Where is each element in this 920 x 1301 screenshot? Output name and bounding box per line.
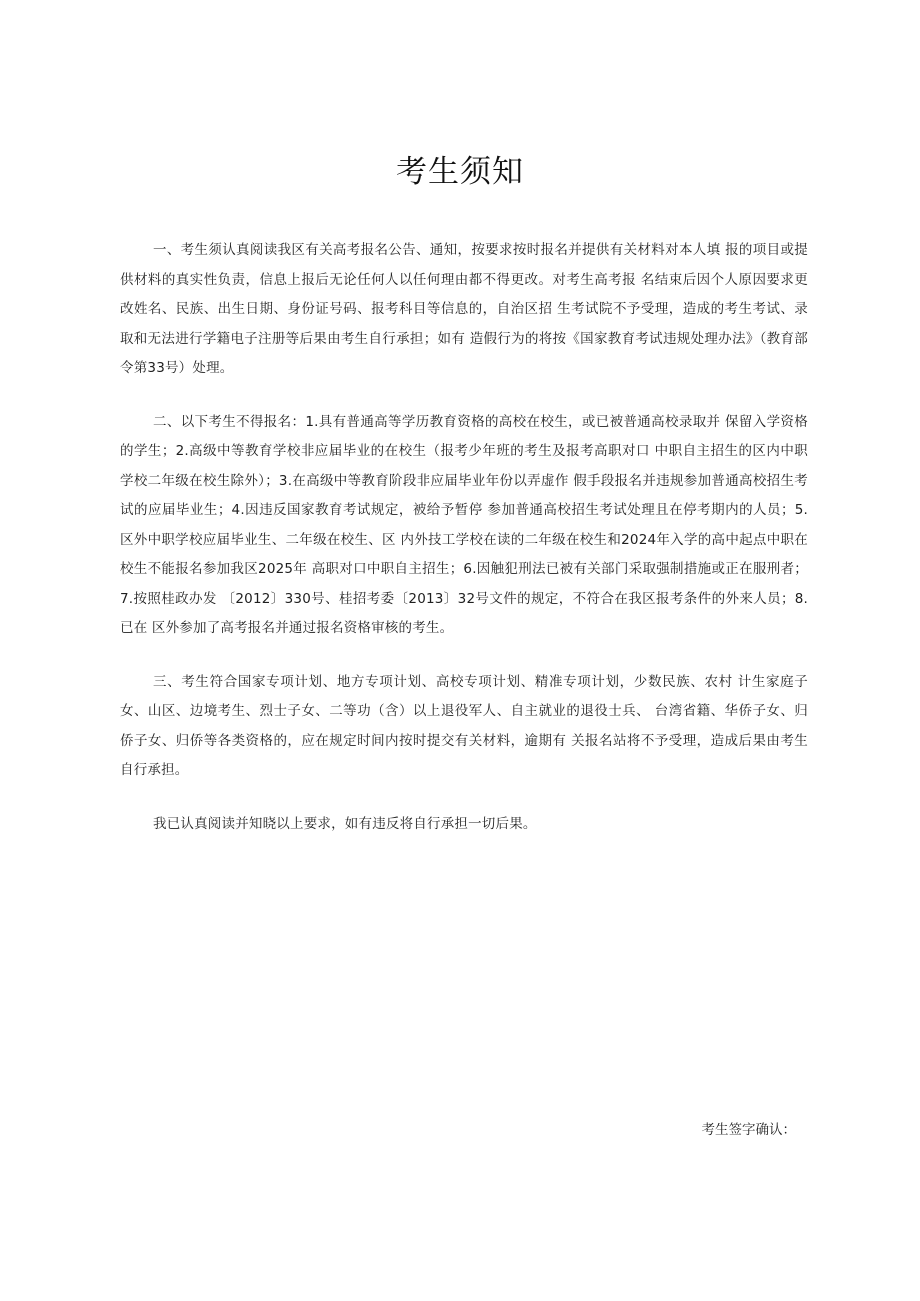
notice-body — [120, 236, 808, 863]
signature-label: 考生签字确认： — [701, 1122, 796, 1138]
paragraph-3: 三、考生符合国家专项计划、地方专项计划、高校专项计划、精准专项计划，少数民族、农村 计生家庭子女、山区、边境考生、烈士子女、二等功（含）以上退役军人、自主就业的退役士兵、 台湾省籍、华侨子女、归侨子女、归侨等各类资格的，应在规定时间内按时提交有关材料，逾期有 关报名站将不予受理，造成后果由考生自行承担。 — [120, 673, 808, 778]
paragraph-2: 二、以下考生不得报名：1.具有普通高等学历教育资格的高校在校生，或已被普通高校录取并 保留入学资格的学生；2.高级中等教育学校非应届毕业的在校生（报考少年班的考生及报考高职对口 中职自主招生的区内中职学校二年级在校生除外）；3.在高级中等教育阶段非应届毕业年份以弄虚作 假手段报名并违规参加普通高校招生考试的应届毕业生；4.因违反国家教育考试规定，被给予暂停 参加普通高校招生考试处理且在停考期内的人员；5.区外中职学校应届毕业生、二年级在校生、区 内外技工学校在读的二年级在校生和2024年入学的高中起点中职在校生不能报名参加我区2025年 高职对口中职自主招生；6.因触犯刑法已被有关部门采取强制措施或正在服刑者；7.按照桂政办发 〔2012〕330号、桂招考委〔2013〕32号文件的规定，不符合在我区报考条件的外来人员；8.已在 区外参加了高考报名并通过报名资格审核的考生。 — [120, 413, 808, 636]
paragraph-4: 我已认真阅读并知晓以上要求，如有违反将自行承担一切后果。 — [153, 815, 537, 832]
paragraph-1: 一、考生须认真阅读我区有关高考报名公告、通知，按要求按时报名并提供有关材料对本人填 报的项目或提供材料的真实性负责，信息上报后无论任何人以任何理由都不得更改。对考生高考报 名结束后因个人原因要求更改姓名、民族、出生日期、身份证号码、报考科目等信息的，自治区招 生考试院不予受理，造成的考生考试、录取和无法进行学籍电子注册等后果由考生自行承担；如有 造假行为的将按《国家教育考试违规处理办法》（教育部令第33号）处理。 — [120, 242, 808, 376]
page-title: 考生须知 — [396, 154, 524, 190]
